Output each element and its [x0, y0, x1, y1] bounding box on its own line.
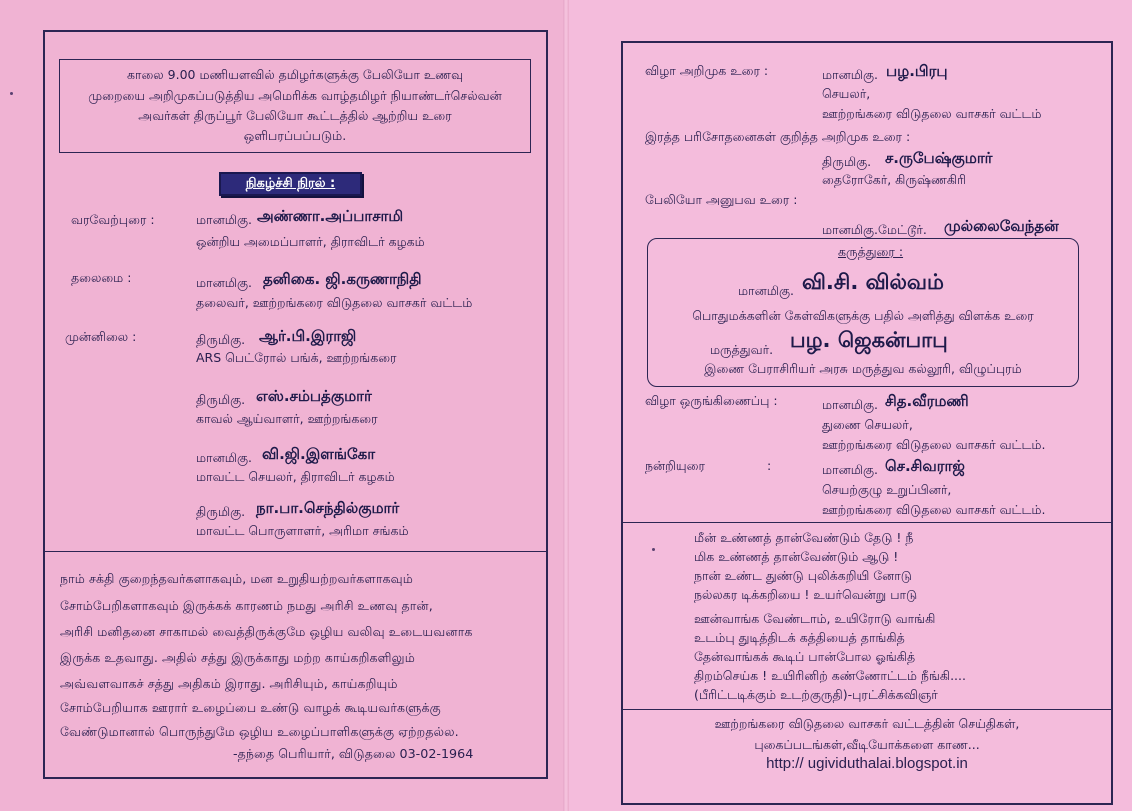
- person-name: ச.ருபேஷ்குமார்: [885, 149, 993, 167]
- quote-line: சோம்பேறியாக ஊரார் உழைப்பை உண்டு வாழக் கூடியவர்களுக்கு: [60, 700, 441, 715]
- program-title: [219, 172, 362, 196]
- quote-line: இருக்க உதவாது. அதில் சத்து இருக்காது மற்ற காய்கறிகளிலும்: [60, 650, 415, 665]
- person-name: முல்லைவேந்தன்: [944, 217, 1059, 235]
- keynote-desc: பொதுமக்களின் கேள்விகளுக்கு பதில் அளித்து விளக்க உரை: [692, 308, 1034, 323]
- person-desc: ஒன்றிய அமைப்பாளர், திராவிடர் கழகம்: [196, 234, 425, 249]
- quote-line: நாம் சக்தி குறைந்தவர்களாகவும், மன உறுதியற்றவர்களாகவும்: [60, 571, 413, 586]
- person-prefix: மருத்துவர்.: [710, 342, 774, 357]
- poem-line: தேன்வாங்கக் கூடிப் பான்போல ஓங்கித்: [694, 649, 916, 664]
- person-desc: காவல் ஆய்வாளர், ஊற்றங்கரை: [196, 411, 378, 426]
- person-prefix: மானமிகு.: [738, 283, 795, 298]
- quote-line: அவ்வளவாகச் சத்து அதிகம் இராது. அரிசியும், காய்கறியும்: [60, 676, 398, 691]
- person-name: வி.ஜி.இளங்கோ: [262, 445, 376, 463]
- person-prefix: திருமிகு.: [822, 154, 872, 169]
- person-name: தனிகை. ஜி.கருணாநிதி: [263, 270, 422, 288]
- quote-line: சோம்பேறிகளாகவும் இருக்கக் காரணம் நமது அரிசி உணவு தான்,: [60, 598, 433, 613]
- person-desc: துணை செயலர்,: [822, 417, 913, 432]
- role-colon: :: [767, 458, 772, 473]
- person-prefix: திருமிகு.: [196, 332, 246, 347]
- role-label: விழா ஒருங்கிணைப்பு :: [645, 393, 778, 408]
- page-fold: [563, 0, 569, 811]
- person-desc: செயற்குழு உறுப்பினர்,: [822, 482, 952, 497]
- person-name: எஸ்.சம்பத்குமார்: [256, 387, 372, 405]
- person-prefix: மானமிகு.: [822, 397, 879, 412]
- keynote-speaker-name: பழ. ஜெகன்பாபு: [790, 328, 948, 352]
- role-label: நன்றியுரை: [645, 458, 705, 473]
- divider: [621, 709, 1113, 710]
- quote-attribution: -தந்தை பெரியார், விடுதலை 03-02-1964: [233, 746, 474, 761]
- poem-line: நான் உண்ட துண்டு புலிக்கறியி னோடு: [694, 568, 912, 583]
- role-label: பேலியோ அனுபவ உரை :: [645, 192, 798, 207]
- person-prefix: மானமிகு.: [822, 67, 879, 82]
- top-note-line: முறையை அறிமுகப்படுத்திய அமெரிக்க வாழ்தமிழர் நியாண்டர்செல்வன்: [88, 88, 502, 103]
- poem-line: உடம்பு துடித்திடக் கத்தியைத் தாங்கித்: [694, 630, 905, 645]
- poem-line: மீன் உண்ணத் தான்வேண்டும் தேடு ! நீ: [694, 530, 914, 545]
- person-prefix: மானமிகு.: [196, 212, 253, 227]
- footer-line: ஊற்றங்கரை விடுதலை வாசகர் வட்டத்தின் செய்திகள்,: [714, 716, 1020, 731]
- footer-line: புகைப்படங்கள்,வீடியோக்களை காண...: [754, 737, 980, 752]
- person-name: பழ.பிரபு: [886, 62, 948, 80]
- person-desc: மாவட்ட பொருளாளர், அரிமா சங்கம்: [196, 523, 409, 538]
- person-desc: ARS பெட்ரோல் பங்க், ஊற்றங்கரை: [196, 350, 397, 365]
- person-name: அண்ணா.அப்பாசாமி: [257, 207, 404, 225]
- keynote-desc: இணை பேராசிரியர் அரசு மருத்துவ கல்லூரி, விழுப்புரம்: [704, 361, 1022, 376]
- person-prefix: மானமிகு.மேட்டூர்.: [822, 222, 927, 237]
- top-note-line: ஒளிபரப்பப்படும்.: [243, 128, 347, 143]
- blog-link[interactable]: http:// ugividuthalai.blogspot.in: [766, 755, 968, 772]
- person-desc: செயலர்,: [822, 86, 871, 101]
- quote-line: வேண்டுமானால் பொருந்துமே ஒழிய உழைப்பாளிகளுக்கு ஏற்றதல்ல.: [60, 724, 459, 739]
- speck: [10, 92, 13, 95]
- person-desc: ஊற்றங்கரை விடுதலை வாசகர் வட்டம்.: [822, 437, 1046, 452]
- person-name: செ.சிவராஜ்: [885, 457, 965, 475]
- person-name: ஆர்.பி.இராஜி: [259, 327, 357, 345]
- role-label: விழா அறிமுக உரை :: [645, 63, 769, 78]
- keynote-speaker-name: வி.சி. வில்வம்: [802, 270, 944, 294]
- top-note-line: காலை 9.00 மணியளவில் தமிழர்களுக்கு பேலியோ உணவு: [126, 67, 464, 82]
- role-label: வரவேற்புரை :: [71, 212, 155, 227]
- person-desc: தைரோகேர், கிருஷ்ணகிரி: [822, 172, 967, 187]
- role-label: முன்னிலை :: [65, 329, 137, 344]
- person-prefix: மானமிகு.: [196, 450, 253, 465]
- divider: [621, 522, 1113, 523]
- person-prefix: மானமிகு.: [822, 462, 879, 477]
- person-name: நா.பா.செந்தில்குமார்: [256, 499, 400, 517]
- person-prefix: மானமிகு.: [196, 275, 253, 290]
- person-desc: ஊற்றங்கரை விடுதலை வாசகர் வட்டம்: [822, 106, 1042, 121]
- poem-line: நல்லகர டிக்கறியை ! உயர்வென்று பாடு: [694, 587, 918, 602]
- person-name: சித.வீரமணி: [885, 392, 969, 410]
- quote-line: அரிசி மனிதனை சாகாமல் வைத்திருக்குமே ஒழிய வலிவு உடையவனாக: [60, 624, 473, 639]
- program-title-text: நிகழ்ச்சி நிரல் :: [245, 176, 336, 191]
- person-desc: தலைவர், ஊற்றங்கரை விடுதலை வாசகர் வட்டம்: [196, 295, 473, 310]
- person-desc: ஊற்றங்கரை விடுதலை வாசகர் வட்டம்.: [822, 502, 1046, 517]
- role-label: இரத்த பரிசோதனைகள் குறித்த அறிமுக உரை :: [645, 129, 911, 144]
- person-prefix: திருமிகு.: [196, 504, 246, 519]
- keynote-label: கருத்துரை :: [838, 244, 904, 259]
- top-note-line: அவர்கள் திருப்பூர் பேலியோ கூட்டத்தில் ஆற்றிய உரை: [138, 108, 452, 123]
- divider: [43, 551, 548, 552]
- role-label: தலைமை :: [71, 270, 132, 285]
- person-prefix: திருமிகு.: [196, 392, 246, 407]
- poem-attribution: (பீரிட்டடிக்கும் உடற்குருதி)-புரட்சிக்கவிஞர்: [694, 687, 938, 702]
- poem-line: திறம்செய்க ! உயிரினிற் கண்ணோட்டம் நீங்கி....: [694, 668, 966, 683]
- poem-line: மிக உண்ணத் தான்வேண்டும் ஆடு !: [694, 549, 899, 564]
- person-desc: மாவட்ட செயலர், திராவிடர் கழகம்: [196, 469, 395, 484]
- poem-line: ஊன்வாங்க வேண்டாம், உயிரோடு வாங்கி: [694, 611, 936, 626]
